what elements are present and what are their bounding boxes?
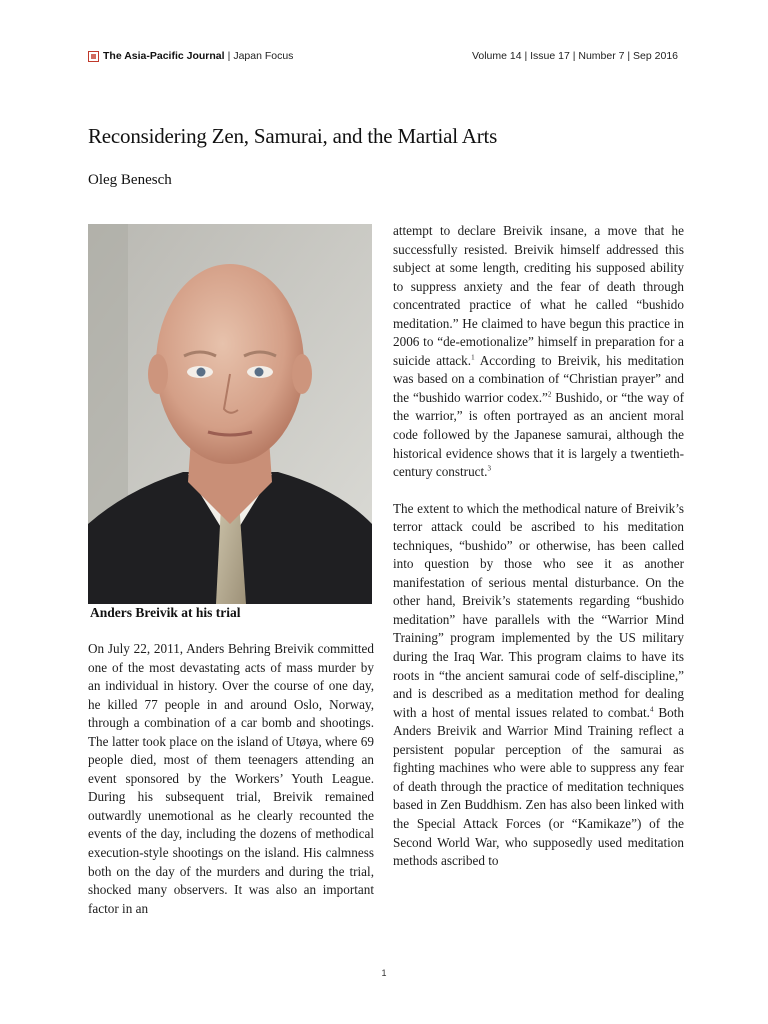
left-column	[88, 640, 374, 918]
body-text-segment: attempt to declare Breivik insane, a move that he successfully resisted. Breivik himself addressed this subject at some length, crediting his supposed ability to suppress anxiety and the fear of death through concentrated practice of what he called “bushido meditation.” He claimed to have begun this practice in 2006 to “de-emotionalize” himself in preparation for a suicide attack.	[393, 223, 684, 368]
footnote-ref[interactable]: 1	[471, 353, 475, 362]
article-title: Reconsidering Zen, Samurai, and the Martial Arts	[88, 124, 498, 148]
journal-name: The Asia-Pacific Journal	[103, 50, 225, 62]
footnote-ref[interactable]: 2	[547, 390, 552, 399]
body-paragraph: On July 22, 2011, Anders Behring Breivik committed one of the most devastating acts of mass murder by an individual in history. Over the course of one day, he killed 77 people in and around Oslo, Norway, through a combination of a car bomb and shootings. The latter took place on the island of Utøya, where 69 people died, most of them teenagers attending an event sponsored by the Workers’ Youth League. During his subsequent trial, Breivik remained outwardly unemotional as he clearly recounted the events of the day, including the dozens of methodical execution-style shootings on the island. His calmness both on the day of the murders and during the trial, shocked many observers. It was also an important factor in an	[88, 641, 374, 916]
body-paragraph	[393, 222, 684, 482]
article-photo	[88, 224, 372, 604]
body-text-segment: Both Anders Breivik and Warrior Mind Training reflect a persistent popular perception of the samurai as fighting machines who were able to suppress any fear of death through the practice of meditation techniques based in Zen Buddhism. Zen has also been linked with the Special Attack Forces (or “Kamikaze”) of the Second World War, who supposedly used meditation methods ascribed to	[393, 704, 684, 869]
header-separator: |	[227, 50, 231, 62]
footnote-ref[interactable]: 4	[649, 705, 654, 714]
page-number: 1	[381, 968, 387, 978]
body-text-segment: According to Breivik, his meditation was based on a combination of “Christian prayer” and the “bushido warrior codex.”	[393, 352, 684, 405]
body-paragraph	[393, 500, 684, 871]
body-text-segment: The extent to which the methodical nature of Breivik’s terror attack could be ascribed to his meditation techniques, “bushido” or otherwise, has been called into question by those who see it as another manifestation of serious mental disturbance. On the other hand, Breivik’s statements regarding “bushido meditation” have parallels with the “Warrior Mind Training” program implemented by the US military during the Iraq War. This program claims to have its roots in “the ancient samurai code of self-discipline,” and is described as a meditation method for dealing with a host of mental issues related to combat.	[393, 500, 684, 720]
right-column	[393, 222, 684, 871]
photo-caption: Anders Breivik at his trial	[90, 605, 241, 620]
journal-header	[88, 50, 293, 62]
footnote-ref[interactable]: 3	[487, 464, 491, 473]
journal-subtitle: Japan Focus	[233, 50, 294, 62]
issue-info: Volume 14 | Issue 17 | Number 7 | Sep 2016	[471, 50, 678, 62]
article-author: Oleg Benesch	[88, 172, 172, 188]
body-text-segment: Bushido, or “the way of the warrior,” is often portrayed as an ancient moral code followed by the Japanese samurai, although the historical evidence shows that it is largely a twentieth-century construct.	[393, 389, 684, 480]
journal-logo-icon	[88, 51, 99, 62]
